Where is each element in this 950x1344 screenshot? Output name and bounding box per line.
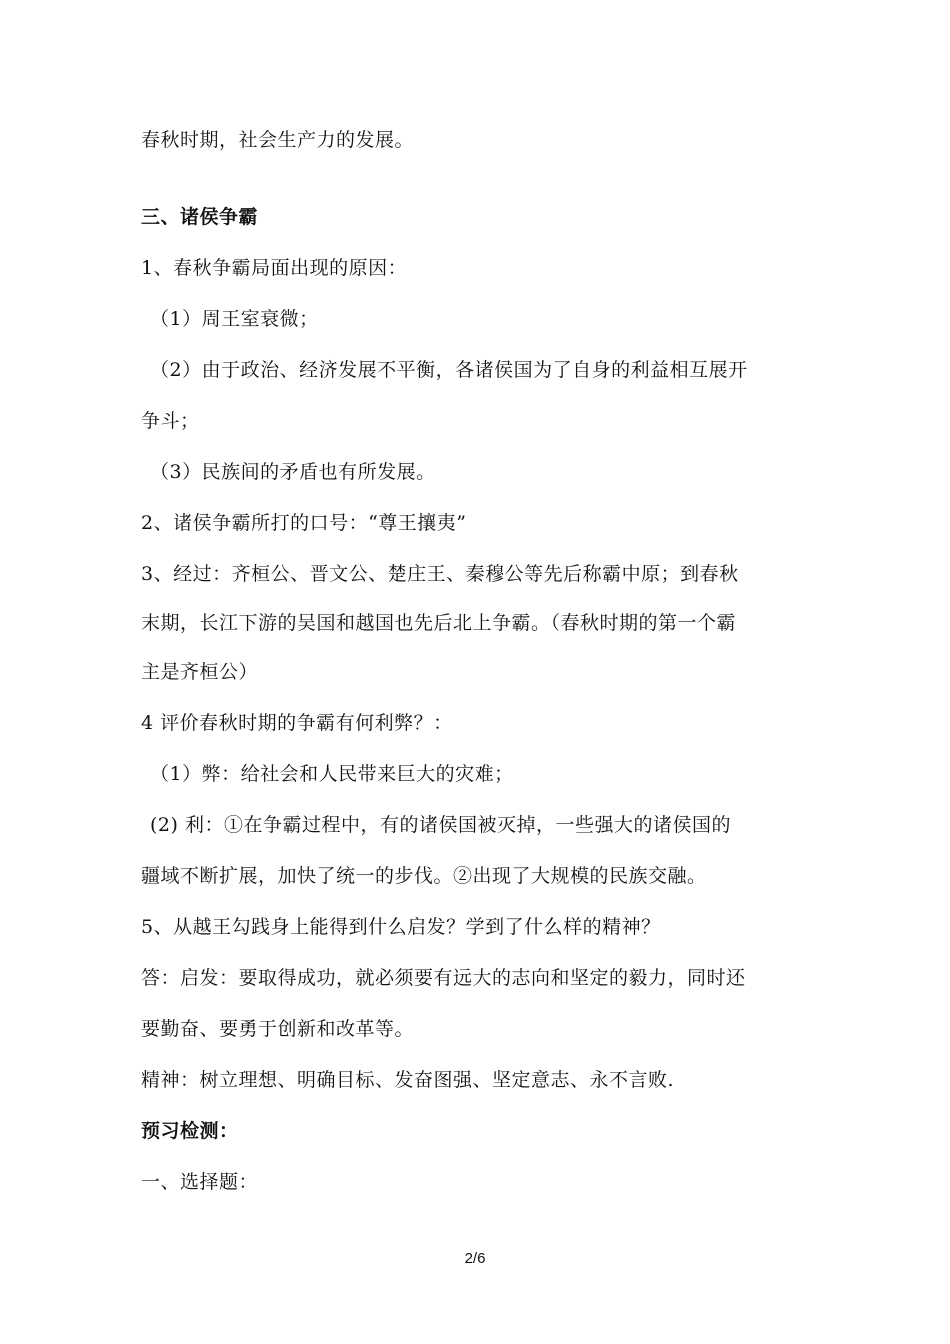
page-number: 2/6 [464,1250,486,1267]
text-line: 4 评价春秋时期的争霸有何利弊？： [141,712,453,734]
text-line: 主是齐桓公） [141,661,259,683]
text-line: 疆域不断扩展，加快了统一的步伐。②出现了大规模的民族交融。 [141,865,707,887]
section-heading: 预习检测： [141,1120,239,1142]
text-line: (2) 利：①在争霸过程中，有的诸侯国被灭掉，一些强大的诸侯国的 [150,814,731,836]
text-line: 3、经过：齐桓公、晋文公、楚庄王、秦穆公等先后称霸中原；到春秋 [141,563,739,585]
text-line: 一、选择题： [141,1171,259,1193]
text-line: 要勤奋、要勇于创新和改革等。 [141,1018,415,1040]
text-line: 争斗； [141,410,200,432]
text-line: 5、从越王勾践身上能得到什么启发？学到了什么样的精神？ [141,916,661,938]
text-line: 末期，长江下游的吴国和越国也先后北上争霸。（春秋时期的第一个霸 [141,612,737,634]
text-line: （2）由于政治、经济发展不平衡，各诸侯国为了自身的利益相互展开 [150,359,748,381]
text-line: （1）周王室衰微； [150,308,319,330]
text-line: 春秋时期，社会生产力的发展。 [141,129,415,151]
section-heading: 三、诸侯争霸 [141,206,259,228]
text-line: 2、诸侯争霸所打的口号：“尊王攘夷” [141,512,467,534]
text-line: （3）民族间的矛盾也有所发展。 [150,461,436,483]
text-line: （1）弊：给社会和人民带来巨大的灾难； [150,763,514,785]
text-line: 答：启发：要取得成功，就必须要有远大的志向和坚定的毅力，同时还 [141,967,746,989]
text-line: 精神：树立理想、明确目标、发奋图强、坚定意志、永不言败. [141,1069,675,1091]
text-line: 1、春秋争霸局面出现的原因： [141,257,408,279]
